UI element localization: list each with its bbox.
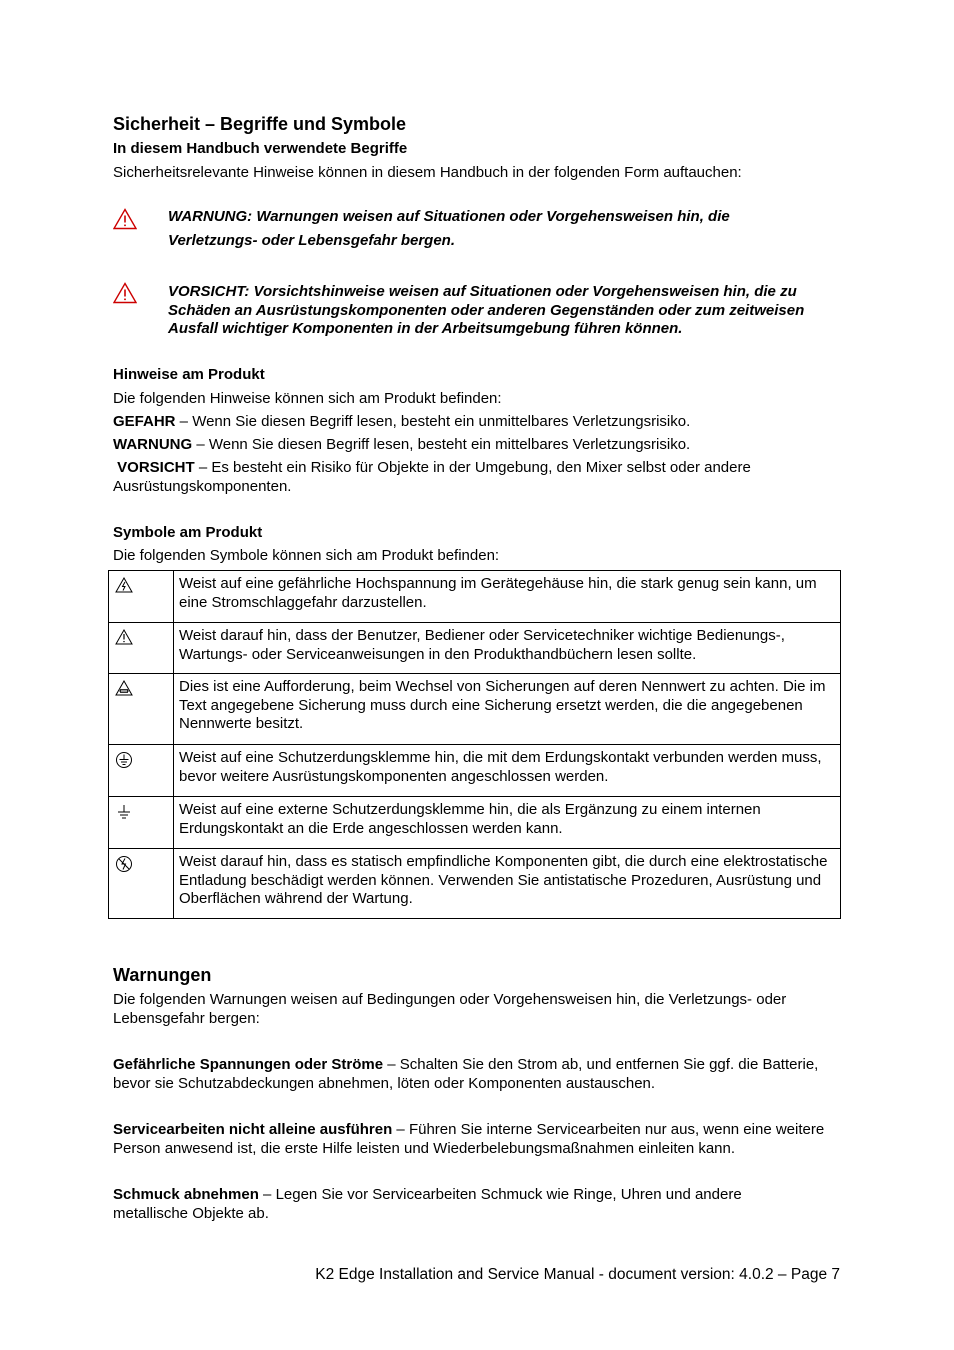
symbol-cell [109,797,174,849]
symbol-cell [109,745,174,797]
symbols-table [108,570,841,919]
warning-text: – Führen Sie interne Servicearbeiten nur aus, wenn eine weitere Person anwesend ist, die erste Hilfe leisten und Wiederbelebungsmaßnahmen einleiten kann. [113,1121,825,1157]
warning-notice-line1: WARNUNG: Warnungen weisen auf Situationen oder Vorgehensweisen hin, die [168,208,730,225]
warning-item [113,1120,848,1158]
symbol-cell [109,571,174,623]
table-row [109,674,841,745]
symbol-description: Dies ist eine Aufforderung, beim Wechsel von Sicherungen auf deren Nennwert zu achten. Die im Text angegebene Sicherung muss durch eine Sicherung ersetzt werden, die die angegebenen Nennwerte besitzt. [174,674,841,745]
note-term: VORSICHT [117,459,195,476]
note-term: WARNUNG [113,436,193,453]
warning-notice [113,208,853,258]
table-row [109,623,841,674]
symbol-cell [109,849,174,919]
caution-notice [113,282,853,342]
symbol-description: Weist darauf hin, dass es statisch empfindliche Komponenten gibt, die durch eine elektrostatische Entladung beschädigt werden können. Verwenden Sie antistatische Prozeduren, Ausrüstung und Oberflächen während der Wartung. [174,849,841,919]
symbol-cell [109,674,174,745]
page-footer: K2 Edge Installation and Service Manual - document version: 4.0.2 – Page 7 [315,1266,840,1283]
warning-item [113,1185,813,1223]
warning-term: Gefährliche Spannungen oder Ströme [113,1056,384,1073]
subheading-product-notes: Hinweise am Produkt [113,366,265,383]
caution-icon [115,629,133,645]
warning-term: Schmuck abnehmen [113,1186,259,1203]
symbol-cell [109,623,174,674]
symbol-description: Weist auf eine externe Schutzerdungsklemme hin, die als Ergänzung zu einem internen Erdungskontakt an die Erde angeschlossen werden kann. [174,797,841,849]
safety-intro: Sicherheitsrelevante Hinweise können in diesem Handbuch in der folgenden Form auftauchen: [113,164,742,181]
caution-notice-text: VORSICHT: Vorsichtshinweise weisen auf Situationen oder Vorgehensweisen hin, die zu Schäden an Ausrüstungskomponenten oder anderen Gegenständen oder zum zeitweisen Ausfall wichtiger Komponenten in der Arbeitsumgebung führen können. [168,283,805,337]
warning-triangle-icon [113,282,137,304]
esd-icon [115,855,133,873]
note-term: GEFAHR [113,413,176,430]
note-text: – Es besteht ein Risiko für Objekte in der Umgebung, den Mixer selbst oder andere Ausrüstungskomponenten. [113,459,751,495]
product-symbols-intro: Die folgenden Symbole können sich am Produkt befinden: [113,547,500,564]
high-voltage-icon [115,577,133,593]
table-row [109,745,841,797]
note-item [113,435,813,454]
section-title-warnings: Warnungen [113,965,212,985]
table-row [109,571,841,623]
note-item [113,458,813,496]
table-row [109,849,841,919]
section-title-safety: Sicherheit – Begriffe und Symbole [113,114,407,134]
warning-term: Servicearbeiten nicht alleine ausführen [113,1121,393,1138]
note-item [113,412,813,431]
warning-text: – Legen Sie vor Servicearbeiten Schmuck wie Ringe, Uhren und andere metallische Objekte ab. [113,1186,742,1222]
subheading-terms: In diesem Handbuch verwendete Begriffe [113,140,408,157]
table-row [109,797,841,849]
product-notes-intro: Die folgenden Hinweise können sich am Produkt befinden: [113,390,502,407]
subheading-product-symbols: Symbole am Produkt [113,524,263,541]
symbol-description: Weist darauf hin, dass der Benutzer, Bediener oder Servicetechniker wichtige Bedienungs-, Wartungs- oder Serviceanweisungen in den Produkthandbüchern lesen sollte. [174,623,841,674]
warning-item [113,1055,848,1093]
protective-ground-icon [115,751,133,769]
fuse-icon [115,680,133,696]
ground-icon [115,803,133,821]
warnings-intro: Die folgenden Warnungen weisen auf Bedingungen oder Vorgehensweisen hin, die Verletzungs- oder Lebensgefahr bergen: [113,991,787,1027]
symbol-description: Weist auf eine Schutzerdungsklemme hin, die mit dem Erdungskontakt verbunden werden muss, bevor weitere Ausrüstungskomponenten angeschlossen werden. [174,745,841,797]
note-text: – Wenn Sie diesen Begriff lesen, besteht ein mittelbares Verletzungsrisiko. [192,436,691,453]
warning-triangle-icon [113,208,137,230]
warning-text: – Schalten Sie den Strom ab, und entfernen Sie ggf. die Batterie, bevor sie Schutzabdeckungen abnehmen, löten oder Komponenten austauschen. [113,1056,819,1092]
symbol-description: Weist auf eine gefährliche Hochspannung im Gerätegehäuse hin, die stark genug sein kann, um eine Stromschlaggefahr darzustellen. [174,571,841,623]
warning-notice-line2: Verletzungs- oder Lebensgefahr bergen. [168,232,455,249]
note-text: – Wenn Sie diesen Begriff lesen, besteht ein unmittelbares Verletzungsrisiko. [175,413,691,430]
